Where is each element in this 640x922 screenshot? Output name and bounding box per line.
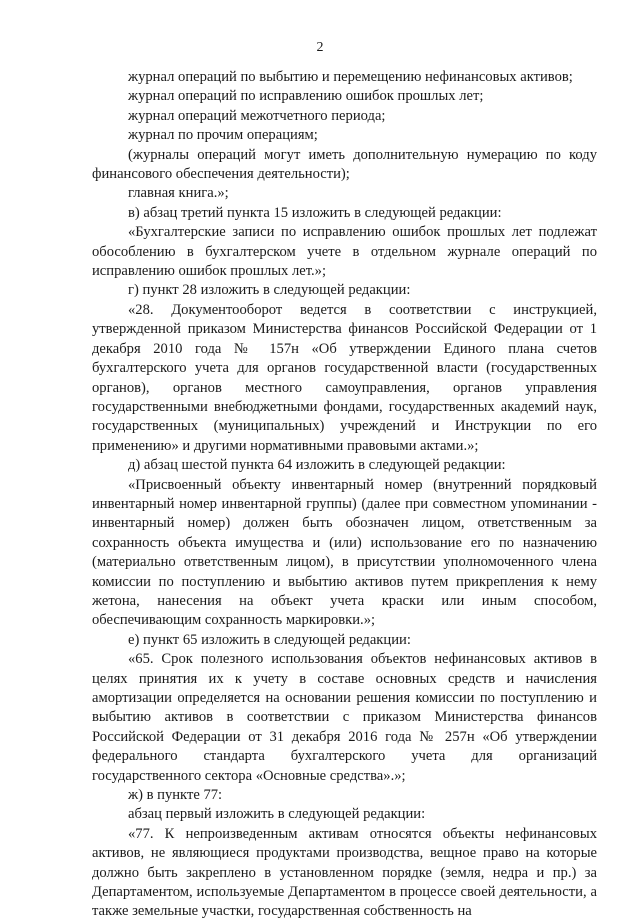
paragraph: ж) в пункте 77: — [128, 787, 223, 804]
paragraph: абзац первый изложить в следующей редакции: — [128, 806, 426, 823]
paragraph: е) пункт 65 изложить в следующей редакции: — [128, 631, 411, 648]
paragraph: г) пункт 28 изложить в следующей редакции: — [128, 282, 411, 299]
paragraph: в) абзац третий пункта 15 изложить в следующей редакции: — [128, 204, 502, 221]
paragraph: «77. К непроизведенным активам относятся объекты нефинансовых активов, не являющиеся продуктами производства, вещное право на которые должно быть закреплено в установленном порядке (земля, недра и пр.) за Департаментом, используемые Департаментом в процессе своей деятельности, а также земельные участки, государственная собственность на — [92, 825, 597, 920]
paragraph: главная книга.»; — [128, 185, 229, 202]
paragraph: «Бухгалтерские записи по исправлению ошибок прошлых лет подлежат обособлению в бухгалтерском учете в отдельном журнале операций по исправлению ошибок прошлых лет.»; — [92, 224, 597, 280]
paragraph: «Присвоенный объекту инвентарный номер (внутренний порядковый инвентарный номер инвентарной группы) (далее при совместном упоминании - инвентарный номер) должен быть обозначен лицом, ответственным за сохранность объекта имущества и (или) использование его по назначению (материально ответственным лицом), в присутствии уполномоченного члена комиссии по поступлению и выбытию активов путем прикрепления к нему жетона, нанесения на объект учета краски или иным способом, обеспечивающим сохранность маркировки.»; — [92, 476, 597, 629]
document-body — [92, 68, 597, 922]
paragraph: «65. Срок полезного использования объектов нефинансовых активов в целях принятия их к учету в составе основных средств и начисления амортизации определяется на основании решения комиссии по поступлению и выбытию активов в соответствии с приказом Министерства финансов Российской Федерации от 31 декабря 2016 года № 257н «Об утверждении федерального стандарта бухгалтерского учета для организаций государственного сектора «Основные средства».»; — [92, 651, 597, 784]
paragraph: «28. Документооборот ведется в соответствии с инструкцией, утвержденной приказом Министерства финансов Российской Федерации от 1 декабря 2010 года № 157н «Об утверждении Единого плана счетов бухгалтерского учета для органов государственной власти (государственных органов), органов местного самоуправления, органов управления государственными внебюджетными фондами, государственных академий наук, государственных (муниципальных) учреждений и Инструкции по его применению» и другими нормативными правовыми актами.»; — [92, 301, 597, 454]
paragraph: журнал операций по выбытию и перемещению нефинансовых активов; — [128, 69, 573, 85]
paragraph: журнал по прочим операциям; — [128, 127, 318, 144]
page-number: 2 — [316, 40, 324, 55]
paragraph: (журналы операций могут иметь дополнительную нумерацию по коду финансового обеспечения деятельности); — [92, 146, 597, 183]
paragraph: журнал операций межотчетного периода; — [128, 107, 386, 124]
paragraph: д) абзац шестой пункта 64 изложить в следующей редакции: — [128, 457, 506, 474]
paragraph: журнал операций по исправлению ошибок прошлых лет; — [128, 88, 484, 105]
